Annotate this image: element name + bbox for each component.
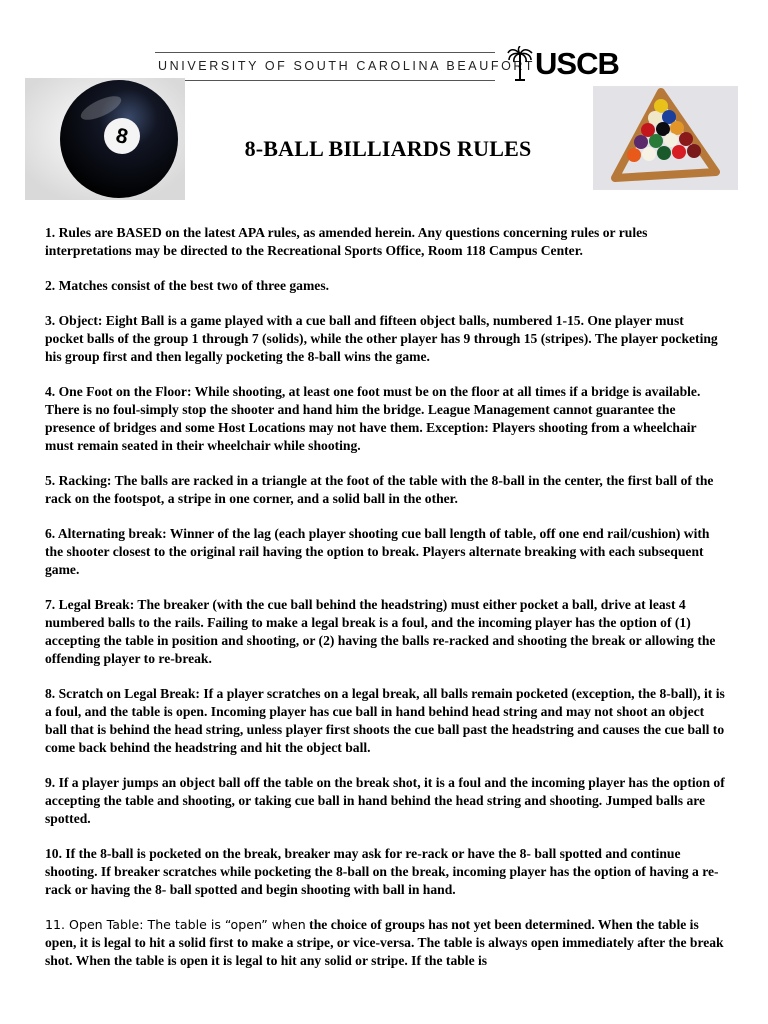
rules-list — [45, 224, 725, 987]
rule-4: 4. One Foot on the Floor: While shooting, at least one foot must be on the floor at all times if a bridge is available. There is no foul-simply stop the shooter and hand him the bridge. League Management cannot guarantee the presence of bridges and some Host Locations may not have them. Exception: Players shooting from a wheelchair must remain seated in their wheelchair while shooting. — [45, 384, 701, 453]
page-title: 8-BALL BILLIARDS RULES — [244, 136, 532, 161]
rule-5: 5. Racking: The balls are racked in a triangle at the foot of the table with the 8-ball in the center, the first ball of the rack on the footspot, a stripe in one corner, and a solid ball in the other. — [45, 473, 714, 506]
rule-3: 3. Object: Eight Ball is a game played with a cue ball and fifteen object balls, numbered 1-15. One player must pocket balls of the group 1 through 7 (solids), while the other player has 9 through 15 (stripes). The player pocketing his group first and then legally pocketing the 8-ball wins the game. — [45, 313, 718, 364]
rule-11-label: 11. Open Table — [45, 917, 140, 932]
rule-9: 9. If a player jumps an object ball off the table on the break shot, it is a foul and the incoming player has the option of accepting the table and shooting, or taking cue ball in hand behind the head string and shooting. Jumped balls are spotted. — [45, 775, 725, 826]
rule-11-sep: : — [139, 917, 148, 932]
rule-11 — [45, 916, 725, 970]
rule-2: 2. Matches consist of the best two of three games. — [45, 278, 330, 293]
rule-11-alt-text: The table is “open” when — [147, 917, 306, 932]
header-rule-top — [155, 52, 495, 53]
header-rule-bottom — [155, 80, 495, 81]
rule-8: 8. Scratch on Legal Break: If a player scratches on a legal break, all balls remain pocketed (exception, the 8-ball), it is a foul, and the table is open. Incoming player has cue ball in hand behind head string and may not shoot an object ball that is behind the head string, unless player first shoots the cue ball past the headstring and causes the cue ball to come back behind the headstring and hit the object ball. — [45, 686, 725, 755]
rule-7: 7. Legal Break: The breaker (with the cue ball behind the headstring) must either pocket a ball, drive at least 4 numbered balls to the rails. Failing to make a legal break is a foul, and the incoming player has the option of (1) accepting the table in position and shooting, or (2) having the balls re-racked and shooting the break or allowing the offending player to re-break. — [45, 597, 716, 666]
rule-6: 6. Alternating break: Winner of the lag (each player shooting cue ball length of table, off one end rail/cushion) with the shooter closest to the original rail having the option to break. Players alternate breaking with each subsequent game. — [45, 526, 710, 577]
university-header — [155, 46, 619, 86]
rule-11-text: the choice of groups has not yet been determined. When the table is open, it is legal to hit a solid first to make a stripe, or vice-versa. The table is always open immediately after the break shot. When the table is open it is legal to hit any solid or stripe. If the table is — [45, 917, 724, 968]
rule-10: 10. If the 8-ball is pocketed on the break, breaker may ask for re-rack or have the 8- ball spotted and continue shooting. If breaker scratches while pocketing the 8-ball on the break, incoming player has the option of having a re-rack or having the 8- ball spotted and begin shooting with ball in hand. — [45, 846, 719, 897]
svg-text:8: 8 — [113, 124, 131, 149]
university-name: UNIVERSITY OF SOUTH CAROLINA BEAUFORT — [158, 59, 536, 73]
palmetto-logo-icon — [507, 46, 533, 82]
uscb-logo-text: USCB — [535, 46, 619, 81]
rule-1: 1. Rules are BASED on the latest APA rules, as amended herein. Any questions concerning rules or rules interpretations may be directed to the Recreational Sports Office, Room 118 Campus Center. — [45, 225, 648, 258]
